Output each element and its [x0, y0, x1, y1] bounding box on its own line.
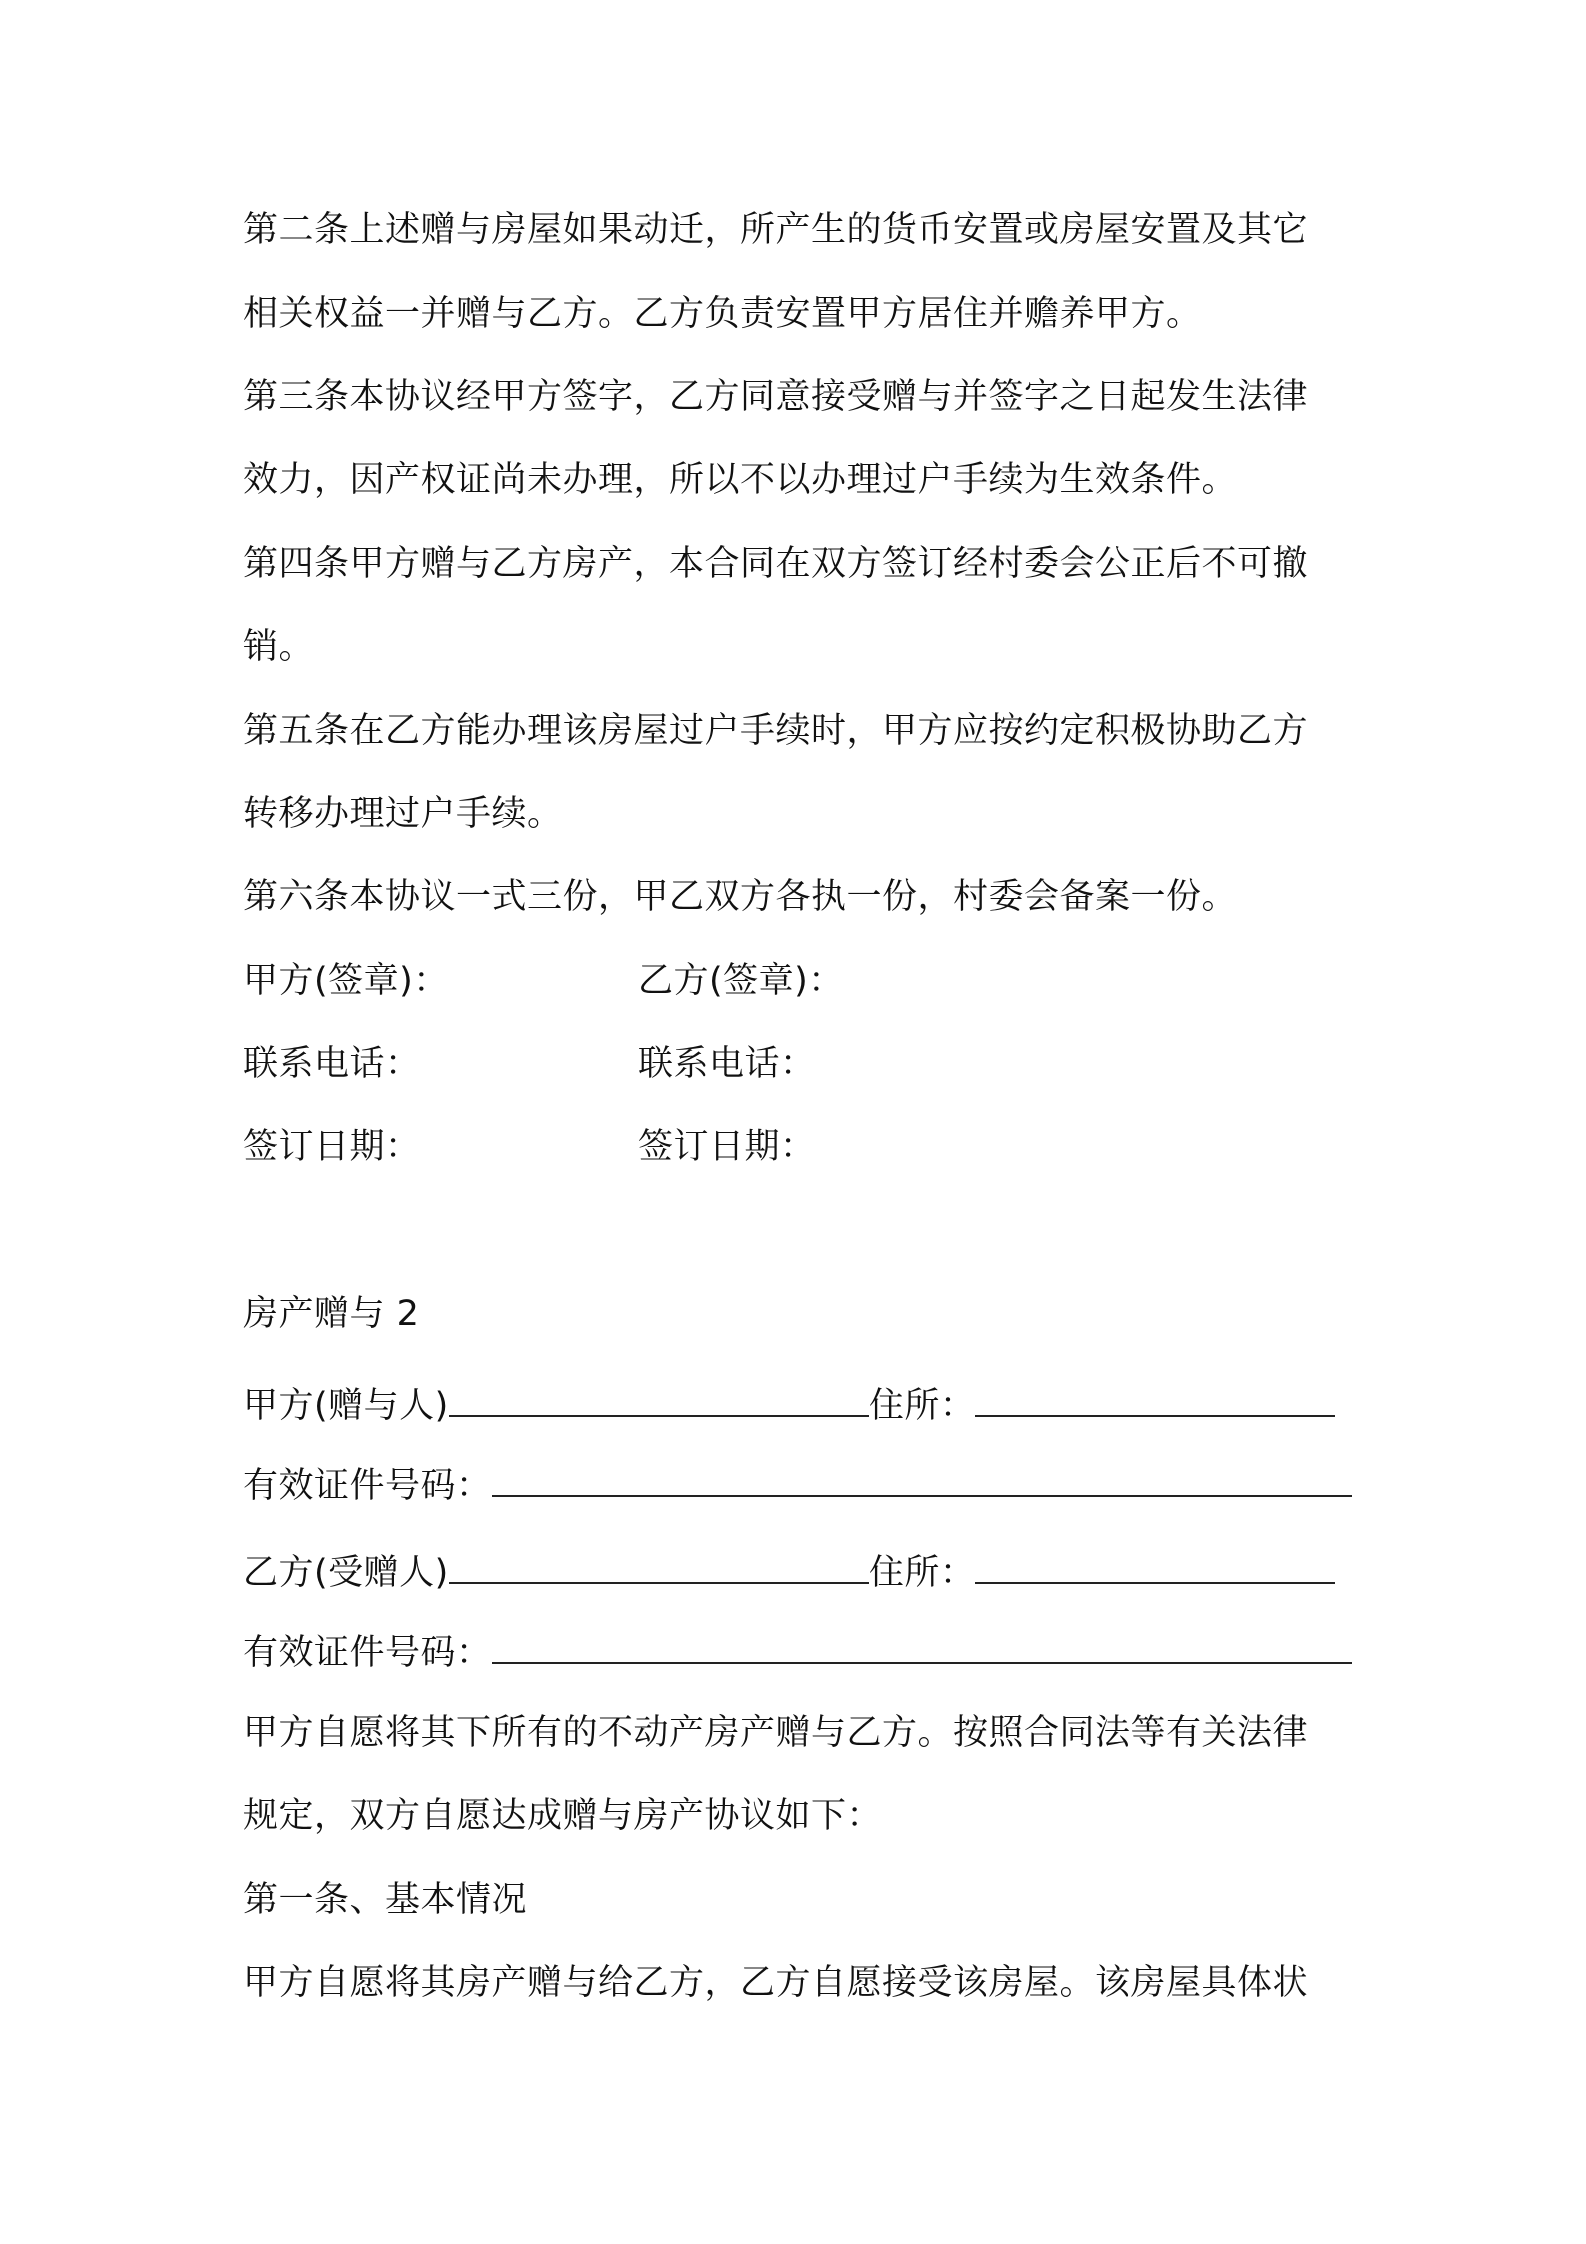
- article-1-title: 第一条、基本情况: [243, 1880, 528, 1920]
- party-a-signature-label: 甲方(签章)：: [243, 961, 449, 1001]
- donee-id-label: 有效证件号码：: [243, 1633, 492, 1673]
- donor-id-label: 有效证件号码：: [243, 1466, 492, 1506]
- party-b-phone-label: 联系电话：: [638, 1044, 816, 1084]
- article-1-line-1: 甲方自愿将其房产赠与给乙方，乙方自愿接受该房屋。该房屋具体状: [243, 1963, 1309, 2003]
- article-3-line-2: 效力，因产权证尚未办理，所以不以办理过户手续为生效条件。: [243, 460, 1238, 500]
- donee-row: [243, 1548, 1363, 1594]
- party-b-date-label: 签订日期：: [638, 1127, 816, 1167]
- phone-row: [243, 1041, 1363, 1087]
- donee-id-row: [243, 1628, 1363, 1674]
- donee-address-blank: [975, 1548, 1335, 1584]
- section-2-title: 房产赠与 2: [243, 1294, 420, 1334]
- donor-label: 甲方(赠与人): [243, 1386, 449, 1426]
- preamble-line-2: 规定，双方自愿达成赠与房产协议如下：: [243, 1796, 883, 1836]
- donor-id-row: [243, 1461, 1363, 1507]
- donor-name-blank: [449, 1381, 869, 1417]
- article-6: 第六条本协议一式三份，甲乙双方各执一份，村委会备案一份。: [243, 877, 1238, 917]
- preamble-line-1: 甲方自愿将其下所有的不动产房产赠与乙方。按照合同法等有关法律: [243, 1713, 1309, 1753]
- donee-name-blank: [449, 1548, 869, 1584]
- party-a-date-label: 签订日期：: [243, 1127, 421, 1167]
- party-b-signature-label: 乙方(签章)：: [638, 961, 844, 1001]
- donor-address-blank: [975, 1381, 1335, 1417]
- date-row: [243, 1124, 1363, 1170]
- article-4-line-2: 销。: [243, 627, 315, 667]
- article-5-line-1: 第五条在乙方能办理该房屋过户手续时，甲方应按约定积极协助乙方: [243, 711, 1309, 751]
- article-3-line-1: 第三条本协议经甲方签字，乙方同意接受赠与并签字之日起发生法律: [243, 377, 1309, 417]
- donee-label: 乙方(受赠人): [243, 1553, 449, 1593]
- party-a-phone-label: 联系电话：: [243, 1044, 421, 1084]
- donor-id-blank: [492, 1461, 1352, 1497]
- donor-row: [243, 1381, 1363, 1427]
- article-5-line-2: 转移办理过户手续。: [243, 794, 563, 834]
- donee-address-label: 住所：: [868, 1553, 976, 1593]
- article-2-line-2: 相关权益一并赠与乙方。乙方负责安置甲方居住并赡养甲方。: [243, 294, 1202, 334]
- donor-address-label: 住所：: [868, 1386, 976, 1426]
- article-2-line-1: 第二条上述赠与房屋如果动迁，所产生的货币安置或房屋安置及其它: [243, 210, 1309, 250]
- signature-row: [243, 958, 1363, 1004]
- donee-id-blank: [492, 1628, 1352, 1664]
- article-4-line-1: 第四条甲方赠与乙方房产，本合同在双方签订经村委会公正后不可撤: [243, 544, 1309, 584]
